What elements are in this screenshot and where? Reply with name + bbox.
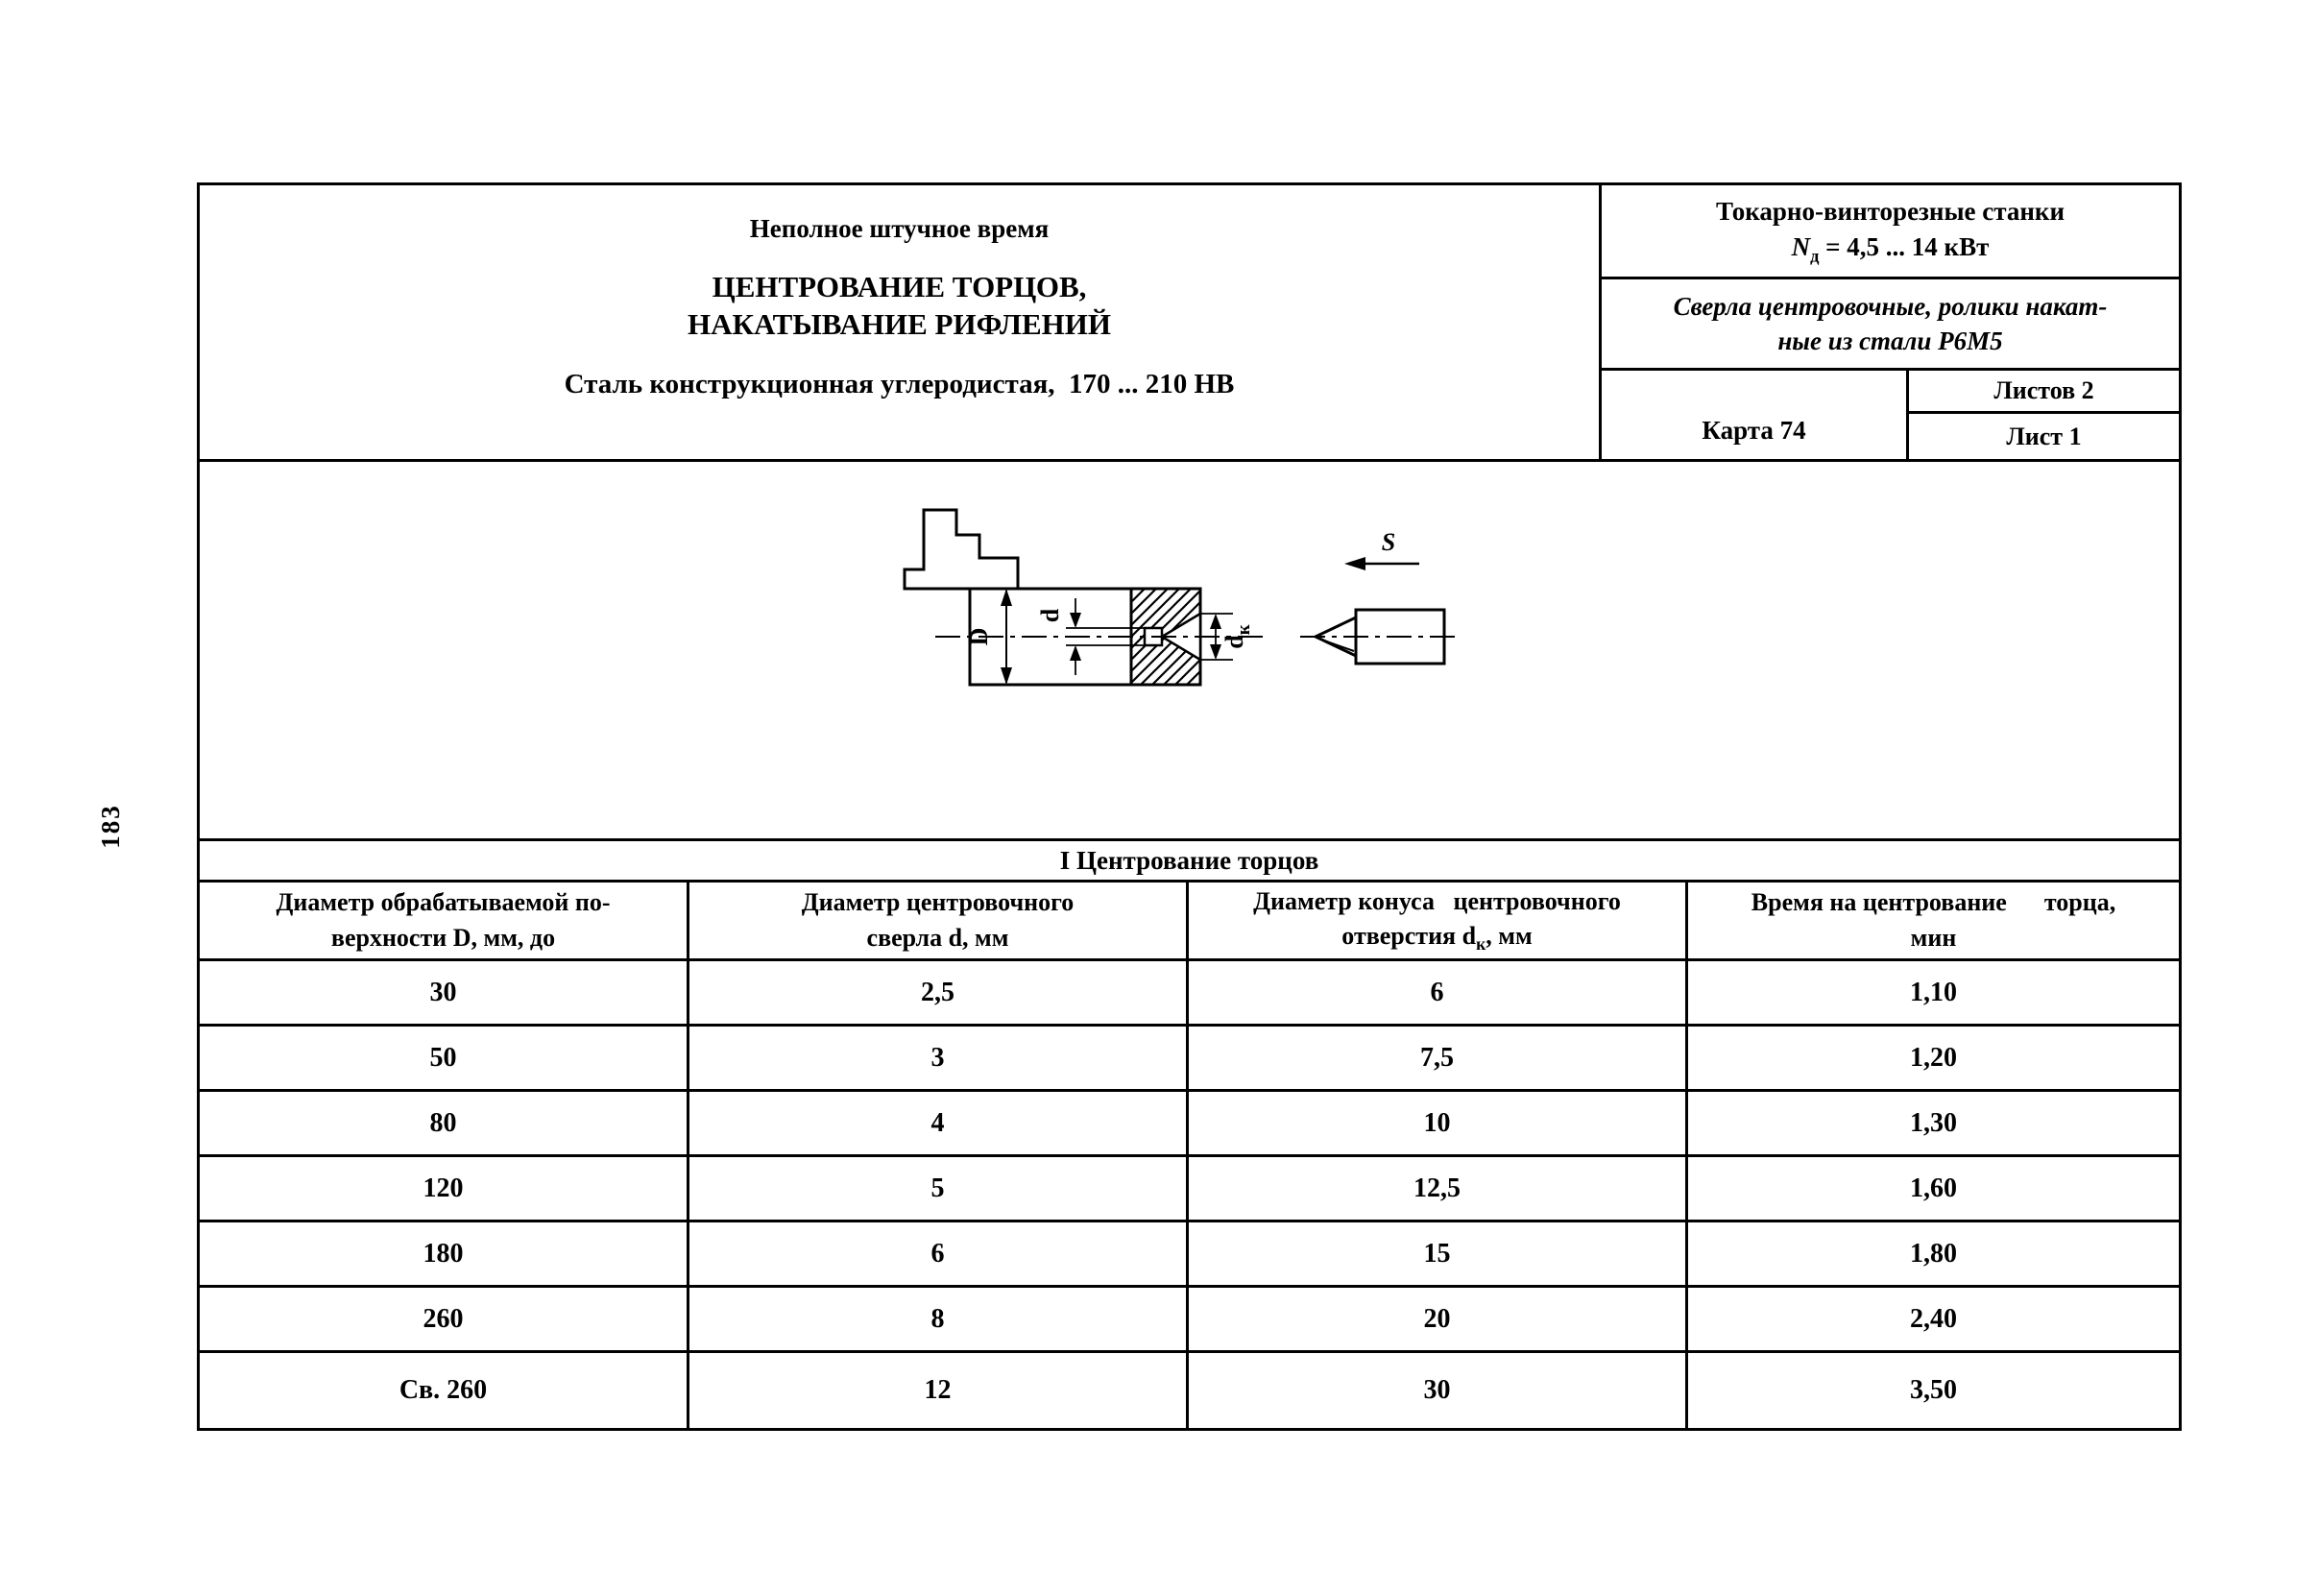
table-row (200, 1092, 2179, 1157)
drawing-band (200, 462, 2179, 838)
arrowhead-icon (1210, 614, 1221, 629)
feed-label: S (1381, 528, 1396, 556)
table-body (200, 961, 2179, 1428)
col-header-centering-time (1688, 883, 2179, 958)
card-number-row (1602, 371, 2179, 459)
col-header-cone-diameter (1189, 883, 1688, 958)
power-symbol-subscript: д (1810, 246, 1820, 266)
table-cell: 7,5 (1189, 1027, 1688, 1089)
table-cell: 80 (200, 1092, 689, 1154)
machine-spec (1602, 185, 2179, 279)
table-cell: 3,50 (1910, 1375, 1957, 1405)
table-cell: 8 (689, 1288, 1189, 1350)
tool-spec (1602, 279, 2179, 371)
arrowhead-icon (1070, 613, 1081, 628)
table-cell: 10 (1189, 1092, 1688, 1154)
table-cell: 1,20 (1910, 1042, 1957, 1073)
machine-spec-line1: Токарно-винторезные станки (1715, 197, 2065, 227)
material-spec: Сталь конструкционная углеродистая, 170 ... 210 НВ (564, 368, 1235, 399)
document-title-line1: ЦЕНТРОВАНИЕ ТОРЦОВ, (712, 270, 1087, 303)
technical-drawing (200, 462, 2179, 838)
dim-label-D: D (965, 627, 993, 646)
table-cell: 20 (1189, 1288, 1688, 1350)
table-cell: 5 (689, 1157, 1189, 1220)
table-cell: 6 (689, 1222, 1189, 1285)
arrowhead-icon (1070, 645, 1081, 661)
header-line: верхности D, мм, до (330, 923, 556, 952)
table-cell: 4 (689, 1092, 1189, 1154)
card-frame (197, 182, 2182, 1431)
machine-spec-line2 (1792, 230, 1990, 268)
feed-arrow (1344, 557, 1419, 570)
col-header-drill-diameter (689, 883, 1189, 958)
table-cell: 1,80 (1910, 1238, 1957, 1269)
power-value: = 4,5 ... 14 кВт (1819, 231, 1990, 261)
arrowhead-icon (1001, 589, 1012, 606)
table-header-row (200, 883, 2179, 961)
tool-spec-line1: Сверла центровочные, ролики накат- (1673, 291, 2108, 321)
header-line: Диаметр конуса центровочного (1253, 886, 1621, 915)
card-number: Карта 74 (1602, 371, 1909, 459)
table-cell: 50 (200, 1027, 689, 1089)
table-row (200, 1222, 2179, 1288)
table-row (200, 1353, 2179, 1428)
time-type-label: Неполное штучное время (749, 214, 1050, 243)
table-cell: 12,5 (1189, 1157, 1688, 1220)
table-row (200, 1288, 2179, 1353)
table-cell: 2,40 (1910, 1303, 1957, 1334)
table-cell: 1,60 (1910, 1173, 1957, 1203)
header-line: сверла d, мм (866, 923, 1009, 952)
chuck-jaw (905, 510, 1018, 589)
tool-spec-line2: ные из стали Р6М5 (1777, 326, 2003, 355)
center-drill (1300, 610, 1460, 664)
arrowhead-icon (1344, 557, 1365, 570)
table-cell: 15 (1189, 1222, 1688, 1285)
header-line: мин (1910, 923, 1957, 952)
header-line: Время на центрование торца, (1751, 888, 2116, 917)
header-right-block (1602, 185, 2179, 459)
table-cell: 3 (689, 1027, 1189, 1089)
sheet-number: Лист 1 (2006, 422, 2082, 450)
table-row (200, 1027, 2179, 1092)
dim-label-dk: $d_к$ (1220, 624, 1254, 649)
side-page-number: 183 (95, 804, 125, 849)
header-line: Диаметр центровочного (801, 888, 1075, 917)
header-band (200, 185, 2179, 462)
dim-label-d: d (1036, 608, 1064, 623)
header-line: отверстия $d_к$, мм (1341, 922, 1533, 955)
table-cell: 260 (200, 1288, 689, 1350)
document-title (688, 269, 1111, 344)
section-title: I Центрование торцов (200, 838, 2179, 883)
table-row (200, 1157, 2179, 1222)
col-header-surface-diameter (200, 883, 689, 958)
power-symbol: N (1791, 231, 1811, 261)
table-cell: 6 (1189, 961, 1688, 1024)
table-cell: 1,30 (1910, 1107, 1957, 1138)
table-cell: 12 (689, 1353, 1189, 1428)
table-cell: 120 (200, 1157, 689, 1220)
table-cell: Св. 260 (200, 1353, 689, 1428)
title-block (200, 185, 1602, 459)
header-line: Диаметр обрабатываемой по- (276, 888, 611, 917)
table-cell: 30 (1189, 1353, 1688, 1428)
arrowhead-icon (1001, 667, 1012, 685)
table-row (200, 961, 2179, 1027)
table-cell: 2,5 (689, 961, 1189, 1024)
table-cell: 1,10 (1910, 977, 1957, 1007)
table-cell: 180 (200, 1222, 689, 1285)
document-title-line2: НАКАТЫВАНИЕ РИФЛЕНИЙ (688, 306, 1111, 341)
table-cell: 30 (200, 961, 689, 1024)
sheets-total: Листов 2 (1909, 371, 2179, 414)
sheets-block (1909, 371, 2179, 459)
